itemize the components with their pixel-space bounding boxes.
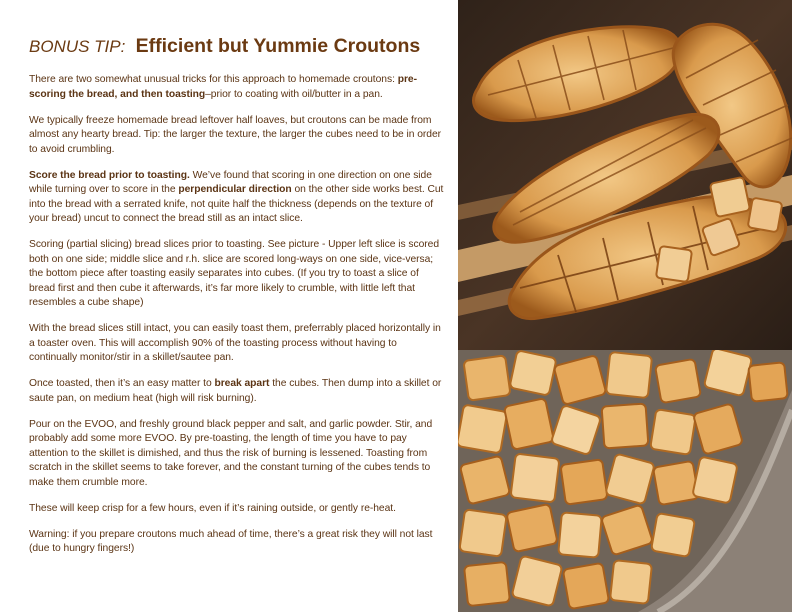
croutons-pan-photo <box>458 350 792 612</box>
title-main: Efficient but Yummie Croutons <box>135 35 421 57</box>
scored-bread-illustration <box>458 0 792 350</box>
p6-text-c: the cubes. Then dump into a skillet or saute pan, on medium heat (high will risk burning). <box>29 378 442 404</box>
p1-text-a: There are two somewhat unusual tricks for this approach to homemade croutons: <box>29 74 398 85</box>
paragraph-score-bread <box>29 169 447 227</box>
loose-bread-cube <box>656 246 692 282</box>
scored-bread-photo <box>458 0 792 350</box>
paragraph-keep-crisp: These will keep crisp for a few hours, even if it’s raining outside, or gently re-heat. <box>29 502 396 514</box>
title-prefix: BONUS TIP: <box>29 37 126 56</box>
p3-bold-direction: perpendicular direction <box>178 184 292 195</box>
p3-bold-heading: Score the bread prior to toasting. <box>29 169 190 181</box>
paragraph-break-apart <box>29 377 447 406</box>
p6-bold: break apart <box>214 378 270 389</box>
loose-bread-cube <box>748 198 783 233</box>
loose-bread-cube <box>710 177 750 217</box>
page-title <box>29 34 458 59</box>
p3-text-b: We’ve found that scoring in one direction on one side while turning over to score in the <box>29 169 432 195</box>
paragraph-scoring-picture: Scoring (partial slicing) bread slices prior to toasting. See picture - Upper left slice is scored both on one side; middle slice and r.h. slice are scored long-ways on one side, vice-versa; the bottom piece after toasting easily separates into cubes. (If you try to toast a slice of bread first and then cube it afterwards, it’s far more likely to crumble, with little left that resembles a cube shape) <box>29 239 440 308</box>
p1-text-c: –prior to coating with oil/butter in a pan. <box>205 88 383 100</box>
paragraph-freeze-tip: We typically freeze homemade bread leftover half loaves, but croutons can be made from almost any hearty bread. Tip: the larger the texture, the larger the cubes need to be in order to avoid crumbling. <box>29 114 441 155</box>
croutons-illustration <box>458 350 792 612</box>
paragraph-intro <box>29 73 447 102</box>
paragraph-evoo: Pour on the EVOO, and freshly ground black pepper and salt, and garlic powder. Stir, and probably add some more EVOO. By pre-toasting, the length of time you have to pay attention to the skillet is dimished, and thus the risk of burning is lessened. Toasting from scratch in the skillet seems to take forever, and the constant turning of the cubes tends to make them crumble more. <box>29 418 433 488</box>
paragraph-toaster-oven: With the bread slices still intact, you can easily toast them, preferrably placed horizontally in a toaster oven. This will accomplish 90% of the toasting process without having to continually monitor/stir in a skillet/sautee pan. <box>29 323 441 363</box>
paragraph-warning: Warning: if you prepare croutons much ahead of time, there’s a great risk they will not last (due to hungry fingers!) <box>29 528 433 554</box>
p3-text-d: on the other side works best. Cut into the bread with a serrated knife, not quite half the thickness (depends on the texture of your bread) uncut to connect the bread still as an intact slice. <box>29 184 444 224</box>
p1-bold: pre-scoring the bread, and then toasting <box>29 74 417 100</box>
p6-text-a: Once toasted, then it’s an easy matter to <box>29 378 215 389</box>
